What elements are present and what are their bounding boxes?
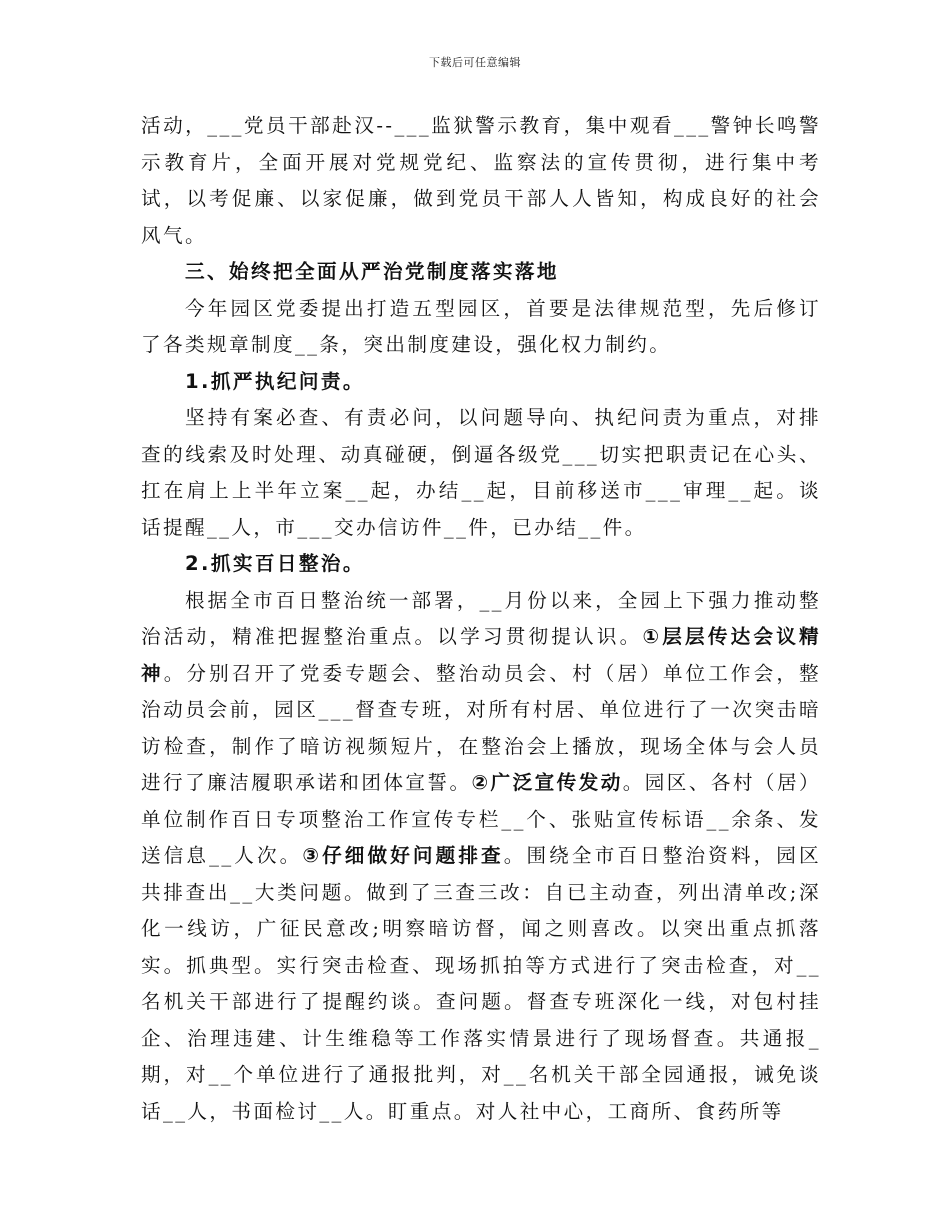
item2-heading: 2.抓实百日整治。 [185,552,365,575]
highlight-publicity: ②广泛宣传发动 [471,771,623,794]
page-header: 下载后可任意编辑 [429,56,521,69]
item2-text-3: 。园区、各村（居）单位制作百日专项整治工作宣传专栏__个、张贴宣传标语__余条、发送信息__人次。 [141,771,821,867]
item2-paragraph [141,583,821,1131]
section-heading: 三、始终把全面从严治党制度落实落地 [185,260,559,283]
highlight-convey-spirit: ①层层传达会议精神 [141,625,821,685]
highlight-problem-check: ③仔细做好问题排查 [302,844,504,867]
item2-text-2: 。分别召开了党委专题会、整治动员会、村（居）单位工作会，整治动员会前，园区___督查专班，对所有村居、单位进行了一次突击暗访检查，制作了暗访视频短片，在整治会上播放，现场全体与会人员进行了廉洁履职承诺和团体宣誓。 [141,661,821,794]
item2-text-1: 根据全市百日整治统一部署，__月份以来，全园上下强力推动整治活动，精准把握整治重点。以学习贯彻提认识。 [141,588,821,648]
continued-paragraph: 活动，___党员干部赴汉--___监狱警示教育，集中观看___警钟长鸣警示教育片，全面开展对党规党纪、监察法的宣传贯彻，进行集中考试，以考促廉、以家促廉，做到党员干部人人皆知，构成良好的社会风气。 [141,114,821,247]
document-body [141,108,821,1130]
section-intro-paragraph: 今年园区党委提出打造五型园区，首要是法律规范型，先后修订了各类规章制度__条，突出制度建设，强化权力制约。 [141,296,821,356]
item1-paragraph: 坚持有案必查、有责必问，以问题导向、执纪问责为重点，对排查的线索及时处理、动真碰硬，倒逼各级党___切实把职责记在心头、扛在肩上上半年立案__起，办结__起，目前移送市___审理__起。谈话提醒__人，市___交办信访件__件，已办结__件。 [141,406,821,539]
item1-heading: 1.抓严执纪问责。 [185,369,365,393]
item2-text-4: 。围绕全市百日整治资料，园区共排查出__大类问题。做到了三查三改：自已主动查，列出清单改;深化一线访，广征民意改;明察暗访督，闻之则喜改。以突出重点抓落实。抓典型。实行突击检查、现场抓拍等方式进行了突击检查，对__名机关干部进行了提醒约谈。查问题。督查专班深化一线，对包村挂企、治理违建、计生维稳等工作落实情景进行了现场督查。共通报_期，对__个单位进行了通报批判，对__名机关干部全园通报，诫免谈话__人，书面检讨__人。盯重点。对人社中心，工商所、食药所等 [141,844,821,1123]
